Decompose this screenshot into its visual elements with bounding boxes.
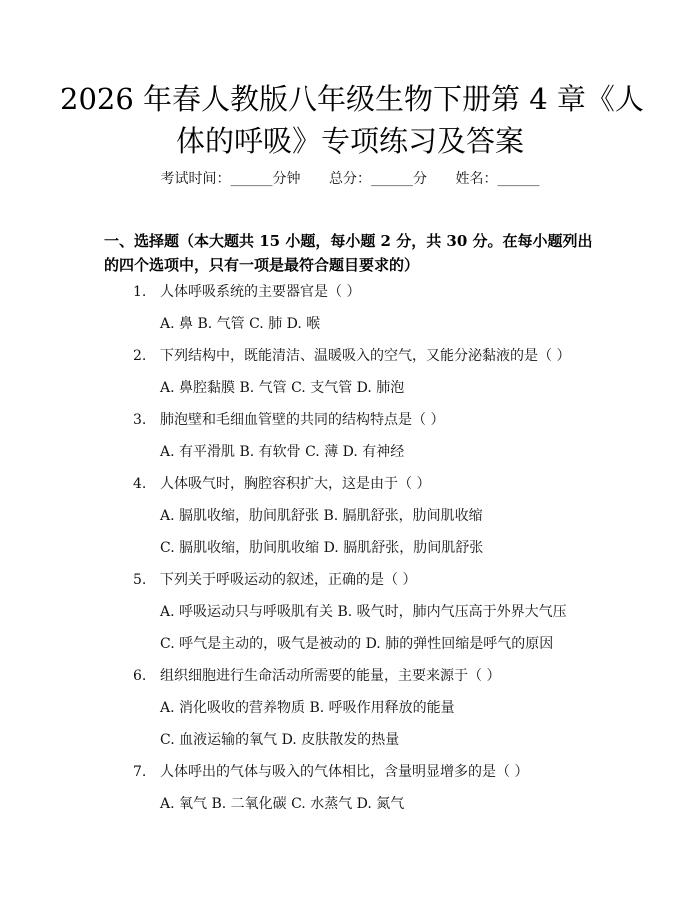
- total-score-field: 总分：______分: [329, 171, 427, 187]
- question-number: 2.: [133, 348, 147, 364]
- answer-options-text: A. 有平滑肌 B. 有软骨 C. 薄 D. 有神经: [160, 444, 405, 460]
- question-number: 4.: [133, 476, 147, 492]
- title-line-1: 2026 年春人教版八年级生物下册第 4 章《人: [60, 82, 644, 116]
- answer-options-text: A. 消化吸收的营养物质 B. 呼吸作用释放的能量: [160, 700, 455, 716]
- exam-time-field: 考试时间：______分钟: [160, 171, 301, 187]
- question-stem: 组织细胞进行生命活动所需要的能量，主要来源于（ ）: [160, 668, 501, 684]
- name-field: 姓名：______: [455, 171, 540, 187]
- answer-options-line: [0, 506, 700, 538]
- question-stem: 人体呼吸系统的主要器官是（ ）: [160, 284, 361, 300]
- question-stem: 人体呼出的气体与吸入的气体相比，含量明显增多的是（ ）: [160, 764, 529, 780]
- question-item: [0, 762, 700, 794]
- answer-options-line: [0, 314, 700, 346]
- question-stem: 下列结构中，既能清洁、温暖吸入的空气，又能分泌黏液的是（ ）: [160, 348, 571, 364]
- document-title: [60, 78, 644, 162]
- question-stem: 肺泡壁和毛细血管壁的共同的结构特点是（ ）: [160, 412, 445, 428]
- answer-options-line: [0, 442, 700, 474]
- answer-options-line: [0, 378, 700, 410]
- answer-options-text: A. 鼻 B. 气管 C. 肺 D. 喉: [160, 316, 321, 332]
- question-stem: 下列关于呼吸运动的叙述，正确的是（ ）: [160, 572, 417, 588]
- question-stem: 人体吸气时，胸腔容积扩大，这是由于（ ）: [160, 476, 431, 492]
- question-item: [0, 346, 700, 378]
- answer-options-line: [0, 634, 700, 666]
- answer-options-line: [0, 794, 700, 826]
- question-item: [0, 474, 700, 506]
- question-number: 5.: [133, 572, 147, 588]
- answer-options-line: [0, 730, 700, 762]
- question-item: [0, 570, 700, 602]
- answer-options-line: [0, 698, 700, 730]
- question-item: [0, 410, 700, 442]
- answer-options-text: C. 呼气是主动的，吸气是被动的 D. 肺的弹性回缩是呼气的原因: [160, 636, 554, 652]
- answer-options-text: A. 呼吸运动只与呼吸肌有关 B. 吸气时，肺内气压高于外界大气压: [160, 604, 567, 620]
- answer-options-text: A. 鼻腔黏膜 B. 气管 C. 支气管 D. 肺泡: [160, 380, 405, 396]
- title-line-2: 体的呼吸》专项练习及答案: [175, 124, 524, 158]
- answer-options-text: A. 膈肌收缩，肋间肌舒张 B. 膈肌舒张，肋间肌收缩: [160, 508, 483, 524]
- section-heading: 一、选择题（本大题共 15 小题，每小题 2 分，共 30 分。在每小题列出的四个选项中，只有一项是最符合题目要求的）: [104, 232, 593, 274]
- question-list: [0, 282, 700, 826]
- answer-options-line: [0, 538, 700, 570]
- answer-options-text: A. 氧气 B. 二氧化碳 C. 水蒸气 D. 氮气: [160, 796, 405, 812]
- question-item: [0, 666, 700, 698]
- question-number: 6.: [133, 668, 147, 684]
- answer-options-text: C. 膈肌收缩，肋间肌收缩 D. 膈肌舒张，肋间肌舒张: [160, 540, 484, 556]
- answer-options-text: C. 血液运输的氧气 D. 皮肤散发的热量: [160, 732, 400, 748]
- question-number: 1.: [133, 284, 147, 300]
- exam-info-row: [0, 169, 700, 189]
- question-item: [0, 282, 700, 314]
- question-number: 3.: [133, 412, 147, 428]
- answer-options-line: [0, 602, 700, 634]
- question-number: 7.: [133, 764, 147, 780]
